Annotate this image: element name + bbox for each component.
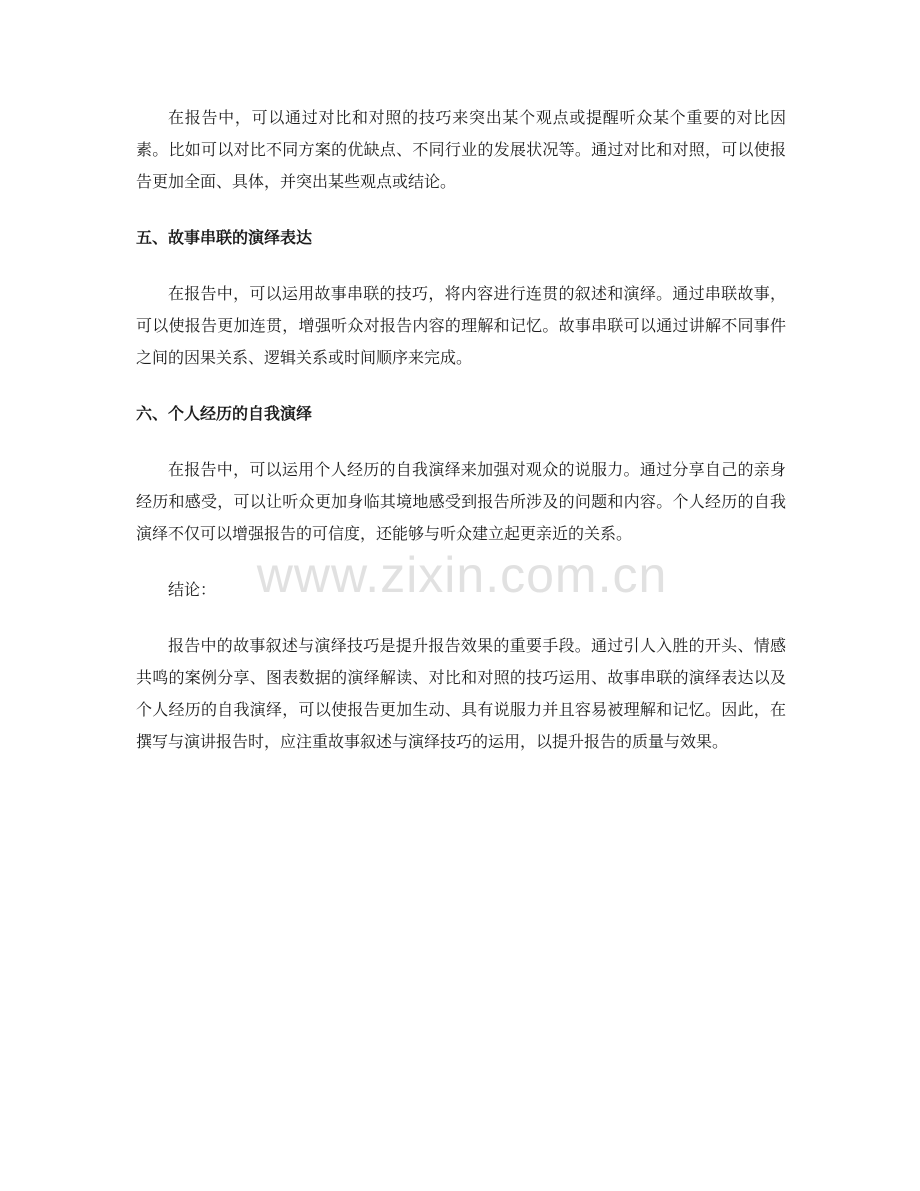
paragraph-personal-experience: 在报告中，可以运用个人经历的自我演绎来加强对观众的说服力。通过分享自己的亲身经历和感受，可以让听众更加身临其境地感受到报告所涉及的问题和内容。个人经历的自我演绎不仅可以增强报告的可信度，还能够与听众建立起更亲近的关系。 [136, 460, 786, 543]
paragraph-conclusion: 报告中的故事叙述与演绎技巧是提升报告效果的重要手段。通过引人入胜的开头、情感共鸣的案例分享、图表数据的演绎解读、对比和对照的技巧运用、故事串联的演绎表达以及个人经历的自我演绎，可以使报告更加生动、具有说服力并且容易被理解和记忆。因此，在撰写与演讲报告时，应注重故事叙述与演绎技巧的运用，以提升报告的质量与效果。 [136, 636, 786, 751]
document-body [136, 102, 786, 782]
section-heading-5: 五、故事串联的演绎表达 [136, 228, 313, 247]
conclusion-label: 结论： [168, 580, 217, 599]
paragraph-story-chain: 在报告中，可以运用故事串联的技巧，将内容进行连贯的叙述和演绎。通过串联故事，可以使报告更加连贯，增强听众对报告内容的理解和记忆。故事串联可以通过讲解不同事件之间的因果关系、逻辑关系或时间顺序来完成。 [136, 284, 786, 367]
section-heading-6: 六、个人经历的自我演绎 [136, 404, 313, 423]
watermark: www.zixin.com.cn [256, 547, 668, 603]
paragraph-contrast: 在报告中，可以通过对比和对照的技巧来突出某个观点或提醒听众某个重要的对比因素。比如可以对比不同方案的优缺点、不同行业的发展状况等。通过对比和对照，可以使报告更加全面、具体，并突出某些观点或结论。 [136, 108, 786, 191]
